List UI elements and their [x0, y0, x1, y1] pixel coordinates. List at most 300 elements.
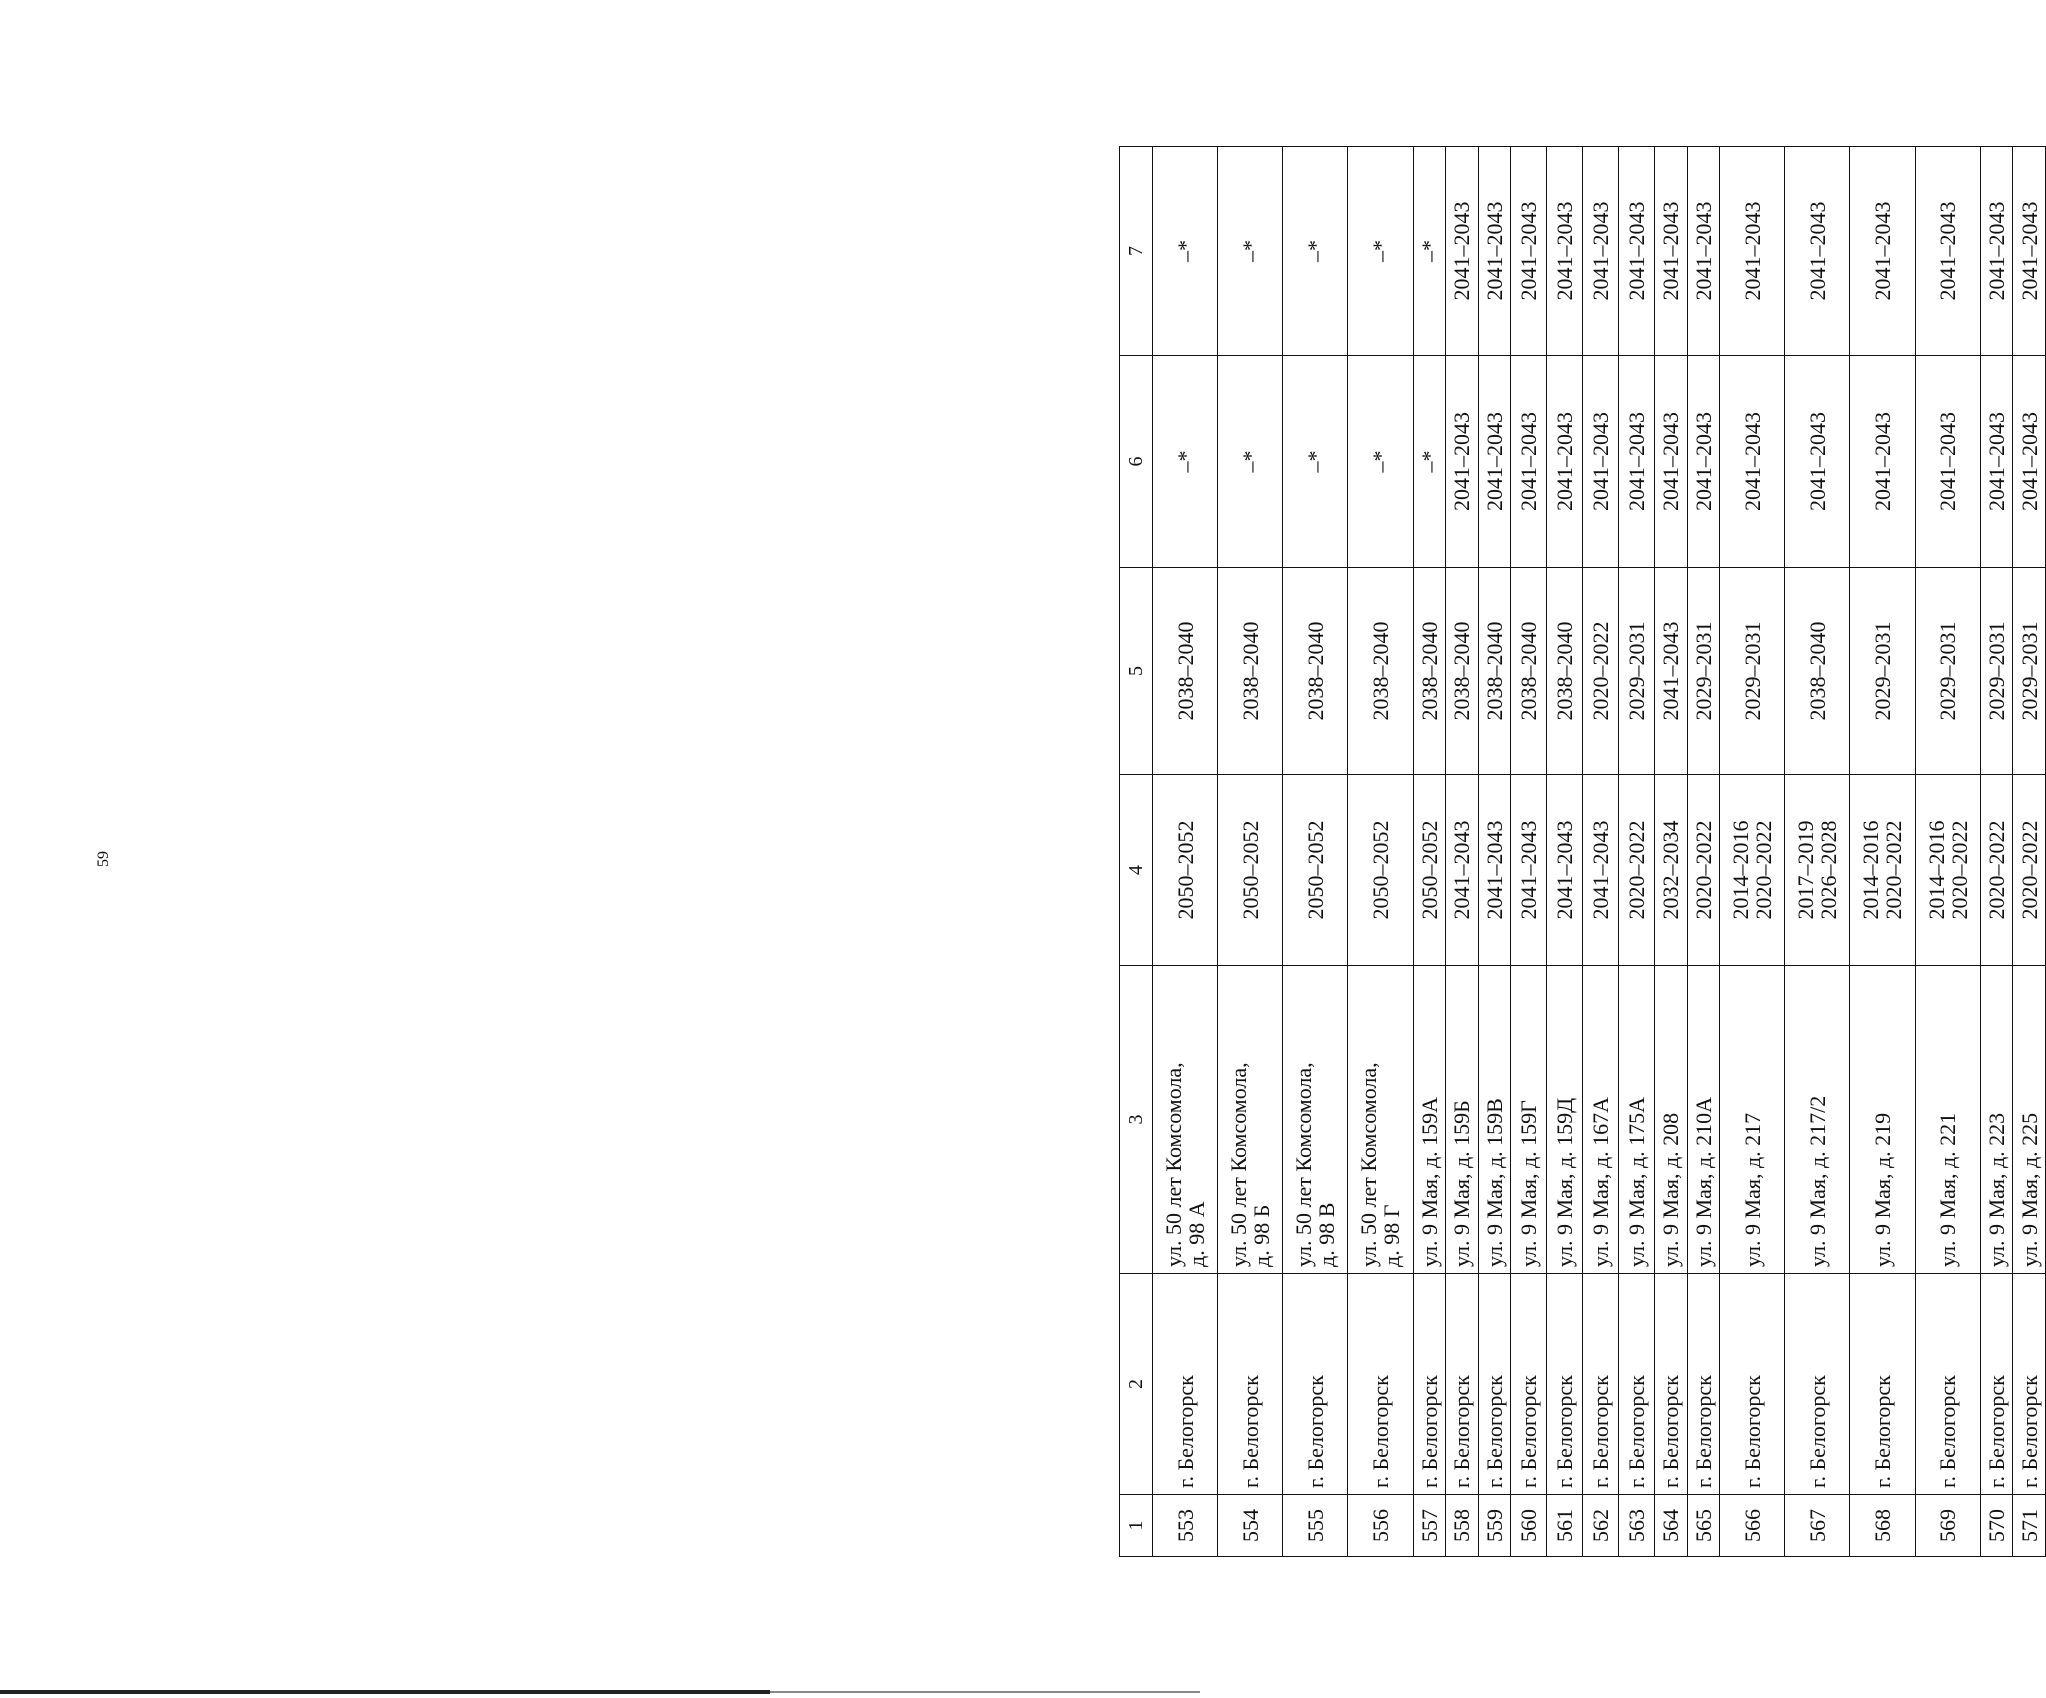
row-number-cell-text: 561: [1552, 1509, 1578, 1542]
table-row: [2013, 147, 2046, 1557]
row-number-cell-text: 571: [2016, 1509, 2042, 1542]
city-cell-text: г. Белогорск: [1172, 1375, 1198, 1488]
table-row: [1153, 147, 1218, 1557]
period-col4-cell: [1283, 775, 1348, 966]
row-number-cell: [1348, 1495, 1413, 1557]
row-number-cell-text: 553: [1172, 1509, 1198, 1542]
city-cell: [1583, 1274, 1619, 1495]
column-header: 1: [1120, 1495, 1153, 1557]
period-col6-cell: [1980, 356, 2013, 568]
city-cell-text: г. Белогорск: [1302, 1375, 1328, 1488]
period-col4-cell-text: 2014–2016: [1858, 820, 1884, 920]
city-cell: [1413, 1274, 1446, 1495]
period-col6-cell: [1283, 356, 1348, 568]
period-col7-cell: [1218, 147, 1283, 356]
period-col7-cell-text: 2041–2043: [1588, 201, 1614, 301]
period-col7-cell: [1478, 147, 1511, 356]
period-col5-cell-text: 2029–2031: [1739, 621, 1765, 721]
city-cell-text: г. Белогорск: [1552, 1375, 1578, 1488]
city-cell: [1153, 1274, 1218, 1495]
city-cell: [1785, 1274, 1850, 1495]
city-cell: [1655, 1274, 1688, 1495]
address-cell-text: д. 98 Г: [1379, 1204, 1405, 1267]
period-col5-cell-text: 2029–2031: [1690, 621, 1716, 721]
row-number-cell: [1547, 1495, 1583, 1557]
period-col6-cell-text: 2041–2043: [1804, 412, 1830, 511]
period-col5-cell-text: 2029–2031: [1983, 621, 2009, 721]
address-cell-text: ул. 9 Мая, д. 219: [1869, 1112, 1895, 1267]
period-col4-cell: [1720, 775, 1785, 966]
period-col6-cell-text: 2041–2043: [1516, 412, 1542, 511]
period-col6-cell: [1655, 356, 1688, 568]
period-col6-cell-text: 2041–2043: [1552, 412, 1578, 511]
row-number-cell: [2013, 1495, 2046, 1557]
period-col6-cell-text: 2041–2043: [1983, 412, 2009, 511]
row-number-cell: [1655, 1495, 1688, 1557]
city-cell: [1850, 1274, 1915, 1495]
period-col4-cell-text: 2014–2016: [1728, 820, 1754, 920]
period-col7-cell-text: 2041–2043: [1623, 201, 1649, 301]
period-col6-cell-text: 2041–2043: [1658, 412, 1684, 511]
period-col6-cell: [1153, 356, 1218, 568]
address-cell: [1511, 966, 1547, 1274]
table-row: [1785, 147, 1850, 1557]
scan-edge-line: [770, 1691, 1200, 1693]
city-cell: [1446, 1274, 1479, 1495]
row-number-cell-text: 554: [1237, 1509, 1263, 1542]
period-col4-cell-text: 2020–2022: [1983, 820, 2009, 920]
address-cell: [1720, 966, 1785, 1274]
city-cell-text: г. Белогорск: [1869, 1375, 1895, 1488]
period-col4-cell: [1153, 775, 1218, 966]
period-col7-cell: [1413, 147, 1446, 356]
table-row: [1446, 147, 1479, 1557]
scan-edge-bar: [0, 1690, 770, 1694]
address-cell-text: ул. 9 Мая, д. 225: [2016, 1112, 2042, 1267]
period-col5-cell: [1283, 568, 1348, 775]
period-col5-cell-text: 2038–2040: [1449, 621, 1475, 721]
period-col5-cell-text: 2029–2031: [2016, 621, 2042, 721]
row-number-cell-text: 570: [1983, 1509, 2009, 1542]
table-row: [1619, 147, 1655, 1557]
table-row: [1980, 147, 2013, 1557]
period-col7-cell-text: 2041–2043: [1935, 201, 1961, 301]
address-cell: [1547, 966, 1583, 1274]
address-cell: [1619, 966, 1655, 1274]
period-col6-cell-text: 2041–2043: [1588, 412, 1614, 511]
address-cell-text: ул. 9 Мая, д. 175А: [1623, 1096, 1649, 1267]
period-col7-cell: [1980, 147, 2013, 356]
period-col6-cell-text: 2041–2043: [1690, 412, 1716, 511]
period-col4-cell-text: 2014–2016: [1923, 820, 1949, 920]
period-col4-cell: [1547, 775, 1583, 966]
city-cell: [1687, 1274, 1720, 1495]
city-cell-text: г. Белогорск: [1516, 1375, 1542, 1488]
period-col5-cell: [1547, 568, 1583, 775]
city-cell-text: г. Белогорск: [1367, 1375, 1393, 1488]
period-col4-cell-text: 2020–2022: [1751, 820, 1777, 920]
city-cell-text: г. Белогорск: [1481, 1375, 1507, 1488]
row-number-cell-text: 557: [1416, 1509, 1442, 1542]
table-body: [1153, 147, 2046, 1557]
period-col4-cell-text: 2050–2052: [1172, 820, 1198, 920]
address-cell: [1283, 966, 1348, 1274]
period-col7-cell-text: 2041–2043: [1690, 201, 1716, 301]
period-col4-cell-text: 2041–2043: [1516, 820, 1542, 920]
address-cell-text: ул. 50 лет Комсомола,: [1356, 1062, 1382, 1267]
period-col5-cell-text: 2038–2040: [1302, 621, 1328, 721]
period-col5-cell: [1720, 568, 1785, 775]
row-number-cell: [1511, 1495, 1547, 1557]
city-cell: [1283, 1274, 1348, 1495]
table-row: [1413, 147, 1446, 1557]
address-cell: [1915, 966, 1980, 1274]
period-col4-cell-text: 2020–2022: [1881, 820, 1907, 920]
period-col4-cell-text: 2026–2028: [1816, 820, 1842, 920]
row-number-cell: [1283, 1495, 1348, 1557]
period-col6-cell: [1915, 356, 1980, 568]
period-col4-cell-text: 2050–2052: [1237, 820, 1263, 920]
period-col5-cell-text: 2038–2040: [1367, 621, 1393, 721]
address-cell-text: ул. 9 Мая, д. 208: [1658, 1112, 1684, 1267]
period-col4-cell-text: 2050–2052: [1302, 820, 1328, 920]
table-row: [1687, 147, 1720, 1557]
period-col4-cell: [1511, 775, 1547, 966]
address-cell-text: ул. 9 Мая, д. 223: [1983, 1112, 2009, 1267]
address-cell-text: ул. 50 лет Комсомола,: [1226, 1062, 1252, 1267]
address-cell-text: ул. 9 Мая, д. 159Г: [1516, 1100, 1542, 1267]
period-col6-cell-text: –*: [1237, 450, 1263, 473]
period-col5-cell: [2013, 568, 2046, 775]
period-col6-cell-text: 2041–2043: [2016, 412, 2042, 511]
period-col6-cell: [1687, 356, 1720, 568]
table-row: [1348, 147, 1413, 1557]
period-col5-cell: [1153, 568, 1218, 775]
period-col6-cell-text: 2041–2043: [1935, 412, 1961, 511]
address-cell: [1153, 966, 1218, 1274]
period-col6-cell-text: 2041–2043: [1449, 412, 1475, 511]
period-col7-cell-text: –*: [1237, 240, 1263, 262]
address-cell: [1583, 966, 1619, 1274]
table-row: [1218, 147, 1283, 1557]
row-number-cell: [1446, 1495, 1479, 1557]
period-col7-cell-text: 2041–2043: [1983, 201, 2009, 301]
period-col5-cell: [1915, 568, 1980, 775]
city-cell-text: г. Белогорск: [1804, 1375, 1830, 1488]
column-header: 3: [1120, 966, 1153, 1274]
address-cell-text: ул. 50 лет Комсомола,: [1160, 1062, 1186, 1267]
period-col6-cell-text: –*: [1367, 450, 1393, 473]
period-col7-cell: [1915, 147, 1980, 356]
row-number-cell-text: 559: [1481, 1509, 1507, 1542]
period-col5-cell-text: 2038–2040: [1172, 621, 1198, 721]
period-col5-cell: [1687, 568, 1720, 775]
period-col7-cell: [1720, 147, 1785, 356]
table-row: [1511, 147, 1547, 1557]
period-col4-cell-text: 2041–2043: [1552, 820, 1578, 920]
address-cell: [1850, 966, 1915, 1274]
city-cell: [1218, 1274, 1283, 1495]
row-number-cell-text: 568: [1869, 1509, 1895, 1542]
period-col4-cell-text: 2050–2052: [1367, 820, 1393, 920]
period-col7-cell-text: 2041–2043: [1552, 201, 1578, 301]
period-col6-cell: [1218, 356, 1283, 568]
row-number-cell-text: 556: [1367, 1509, 1393, 1542]
period-col5-cell-text: 2029–2031: [1623, 621, 1649, 721]
period-col5-cell: [1413, 568, 1446, 775]
period-col6-cell-text: 2041–2043: [1869, 412, 1895, 511]
period-col7-cell: [1687, 147, 1720, 356]
period-col4-cell: [1785, 775, 1850, 966]
period-col7-cell: [1511, 147, 1547, 356]
period-col5-cell-text: 2038–2040: [1416, 621, 1442, 721]
city-cell: [1619, 1274, 1655, 1495]
period-col6-cell: [1348, 356, 1413, 568]
period-col5-cell-text: 2029–2031: [1935, 621, 1961, 721]
address-cell: [1687, 966, 1720, 1274]
table-row: [1655, 147, 1688, 1557]
period-col4-cell-text: 2020–2022: [1623, 820, 1649, 920]
table-row: [1850, 147, 1915, 1557]
address-cell-text: ул. 9 Мая, д. 159А: [1416, 1096, 1442, 1267]
period-col4-cell: [1413, 775, 1446, 966]
column-header: 6: [1120, 356, 1153, 568]
city-cell-text: г. Белогорск: [1935, 1375, 1961, 1488]
period-col7-cell: [1348, 147, 1413, 356]
city-cell-text: г. Белогорск: [1690, 1375, 1716, 1488]
address-cell: [1413, 966, 1446, 1274]
period-col4-cell: [1619, 775, 1655, 966]
row-number-cell-text: 562: [1588, 1509, 1614, 1542]
period-col4-cell: [1348, 775, 1413, 966]
address-cell-text: ул. 50 лет Комсомола,: [1291, 1062, 1317, 1267]
period-col4-cell-text: 2020–2022: [1690, 820, 1716, 920]
city-cell: [1980, 1274, 2013, 1495]
table-row: [1547, 147, 1583, 1557]
row-number-cell: [1785, 1495, 1850, 1557]
period-col6-cell-text: 2041–2043: [1739, 412, 1765, 511]
period-col7-cell: [1850, 147, 1915, 356]
address-cell: [1478, 966, 1511, 1274]
period-col6-cell: [1478, 356, 1511, 568]
table-row: [1720, 147, 1785, 1557]
row-number-cell-text: 569: [1935, 1509, 1961, 1542]
period-col6-cell-text: –*: [1416, 450, 1442, 473]
period-col7-cell: [1153, 147, 1218, 356]
period-col7-cell-text: 2041–2043: [1481, 201, 1507, 301]
period-col7-cell: [1785, 147, 1850, 356]
row-number-cell-text: 564: [1658, 1509, 1684, 1542]
period-col7-cell: [1655, 147, 1688, 356]
period-col7-cell-text: –*: [1172, 240, 1198, 262]
column-header: 2: [1120, 1274, 1153, 1495]
row-number-cell-text: 560: [1516, 1509, 1542, 1542]
period-col5-cell: [1348, 568, 1413, 775]
address-cell-text: ул. 9 Мая, д. 159Б: [1449, 1100, 1475, 1267]
period-col4-cell: [1687, 775, 1720, 966]
row-number-cell-text: 563: [1623, 1509, 1649, 1542]
address-cell: [1785, 966, 1850, 1274]
column-header: 4: [1120, 775, 1153, 966]
address-cell: [1980, 966, 2013, 1274]
table-row: [1915, 147, 1980, 1557]
period-col5-cell-text: 2038–2040: [1481, 621, 1507, 721]
period-col7-cell-text: –*: [1302, 240, 1328, 262]
address-cell: [2013, 966, 2046, 1274]
page-number: 59: [95, 851, 112, 867]
city-cell-text: г. Белогорск: [1983, 1375, 2009, 1488]
column-header: 5: [1120, 568, 1153, 775]
city-cell-text: г. Белогорск: [1416, 1375, 1442, 1488]
period-col4-cell-text: 2041–2043: [1481, 820, 1507, 920]
row-number-cell: [1478, 1495, 1511, 1557]
address-cell-text: ул. 9 Мая, д. 217/2: [1804, 1095, 1830, 1267]
period-col6-cell: [1446, 356, 1479, 568]
row-number-cell: [1720, 1495, 1785, 1557]
city-cell: [1547, 1274, 1583, 1495]
period-col7-cell: [1583, 147, 1619, 356]
row-number-cell: [1687, 1495, 1720, 1557]
schedule-table: [1119, 146, 2046, 1557]
city-cell-text: г. Белогорск: [1449, 1375, 1475, 1488]
period-col7-cell-text: 2041–2043: [1449, 201, 1475, 301]
period-col4-cell-text: 2020–2022: [2016, 820, 2042, 920]
period-col5-cell-text: 2029–2031: [1869, 621, 1895, 721]
period-col7-cell: [1283, 147, 1348, 356]
period-col4-cell-text: 2041–2043: [1449, 820, 1475, 920]
period-col5-cell: [1446, 568, 1479, 775]
city-cell-text: г. Белогорск: [2016, 1375, 2042, 1488]
address-cell-text: ул. 9 Мая, д. 159В: [1481, 1098, 1507, 1267]
period-col7-cell-text: 2041–2043: [1739, 201, 1765, 301]
period-col7-cell: [1547, 147, 1583, 356]
address-cell-text: д. 98 В: [1314, 1202, 1340, 1267]
period-col6-cell: [1720, 356, 1785, 568]
address-cell-text: ул. 9 Мая, д. 159Д: [1552, 1097, 1578, 1267]
period-col7-cell: [2013, 147, 2046, 356]
row-number-cell: [1619, 1495, 1655, 1557]
address-cell-text: ул. 9 Мая, д. 167А: [1588, 1096, 1614, 1267]
city-cell-text: г. Белогорск: [1237, 1375, 1263, 1488]
period-col5-cell: [1619, 568, 1655, 775]
row-number-cell-text: 565: [1690, 1509, 1716, 1542]
period-col4-cell: [1218, 775, 1283, 966]
period-col4-cell: [1850, 775, 1915, 966]
period-col4-cell: [1655, 775, 1688, 966]
period-col7-cell-text: 2041–2043: [1658, 201, 1684, 301]
address-cell-text: ул. 9 Мая, д. 217: [1739, 1112, 1765, 1267]
table-row: [1283, 147, 1348, 1557]
city-cell-text: г. Белогорск: [1658, 1375, 1684, 1488]
period-col6-cell-text: 2041–2043: [1623, 412, 1649, 511]
period-col7-cell-text: 2041–2043: [1869, 201, 1895, 301]
address-cell-text: ул. 9 Мая, д. 210А: [1690, 1096, 1716, 1267]
row-number-cell-text: 555: [1302, 1509, 1328, 1542]
city-cell: [1511, 1274, 1547, 1495]
period-col5-cell: [1218, 568, 1283, 775]
period-col7-cell: [1619, 147, 1655, 356]
city-cell: [1348, 1274, 1413, 1495]
period-col5-cell: [1478, 568, 1511, 775]
period-col5-cell: [1583, 568, 1619, 775]
period-col4-cell: [1446, 775, 1479, 966]
period-col5-cell: [1850, 568, 1915, 775]
period-col4-cell: [2013, 775, 2046, 966]
row-number-cell: [1915, 1495, 1980, 1557]
rotated-table-container: [1119, 147, 2046, 1557]
period-col7-cell: [1446, 147, 1479, 356]
row-number-cell-text: 566: [1739, 1509, 1765, 1542]
city-cell: [1720, 1274, 1785, 1495]
period-col6-cell-text: 2041–2043: [1481, 412, 1507, 511]
address-cell-text: д. 98 А: [1184, 1201, 1210, 1267]
period-col5-cell: [1980, 568, 2013, 775]
column-header: 7: [1120, 147, 1153, 356]
period-col7-cell-text: –*: [1416, 240, 1442, 262]
address-cell: [1446, 966, 1479, 1274]
period-col4-cell: [1980, 775, 2013, 966]
period-col5-cell: [1785, 568, 1850, 775]
period-col5-cell: [1511, 568, 1547, 775]
period-col6-cell: [1619, 356, 1655, 568]
period-col6-cell: [2013, 356, 2046, 568]
row-number-cell: [1153, 1495, 1218, 1557]
period-col6-cell: [1583, 356, 1619, 568]
row-number-cell: [1583, 1495, 1619, 1557]
period-col4-cell: [1915, 775, 1980, 966]
period-col4-cell: [1478, 775, 1511, 966]
period-col7-cell-text: –*: [1367, 240, 1393, 262]
address-cell: [1218, 966, 1283, 1274]
period-col4-cell-text: 2020–2022: [1946, 820, 1972, 920]
city-cell-text: г. Белогорск: [1739, 1375, 1765, 1488]
period-col6-cell: [1785, 356, 1850, 568]
row-number-cell: [1218, 1495, 1283, 1557]
period-col7-cell-text: 2041–2043: [1804, 201, 1830, 301]
city-cell-text: г. Белогорск: [1588, 1375, 1614, 1488]
row-number-cell: [1413, 1495, 1446, 1557]
period-col6-cell-text: –*: [1302, 450, 1328, 473]
city-cell: [2013, 1274, 2046, 1495]
address-cell-text: ул. 9 Мая, д. 221: [1935, 1112, 1961, 1267]
period-col4-cell-text: 2041–2043: [1588, 820, 1614, 920]
period-col4-cell: [1583, 775, 1619, 966]
table-row: [1478, 147, 1511, 1557]
city-cell: [1915, 1274, 1980, 1495]
period-col6-cell-text: –*: [1172, 450, 1198, 473]
period-col6-cell: [1547, 356, 1583, 568]
city-cell: [1478, 1274, 1511, 1495]
table-row: [1583, 147, 1619, 1557]
period-col5-cell: [1655, 568, 1688, 775]
period-col6-cell: [1511, 356, 1547, 568]
period-col5-cell-text: 2038–2040: [1237, 621, 1263, 721]
row-number-cell-text: 567: [1804, 1509, 1830, 1542]
period-col7-cell-text: 2041–2043: [2016, 201, 2042, 301]
row-number-cell: [1850, 1495, 1915, 1557]
period-col6-cell: [1413, 356, 1446, 568]
period-col5-cell-text: 2020–2022: [1588, 621, 1614, 721]
header-row: [1120, 147, 1153, 1557]
row-number-cell-text: 558: [1449, 1509, 1475, 1542]
period-col6-cell: [1850, 356, 1915, 568]
period-col7-cell-text: 2041–2043: [1516, 201, 1542, 301]
period-col4-cell-text: 2017–2019: [1793, 820, 1819, 920]
period-col5-cell-text: 2041–2043: [1658, 621, 1684, 721]
address-cell-text: д. 98 Б: [1249, 1204, 1275, 1267]
period-col5-cell-text: 2038–2040: [1516, 621, 1542, 721]
period-col4-cell-text: 2032–2034: [1658, 820, 1684, 920]
